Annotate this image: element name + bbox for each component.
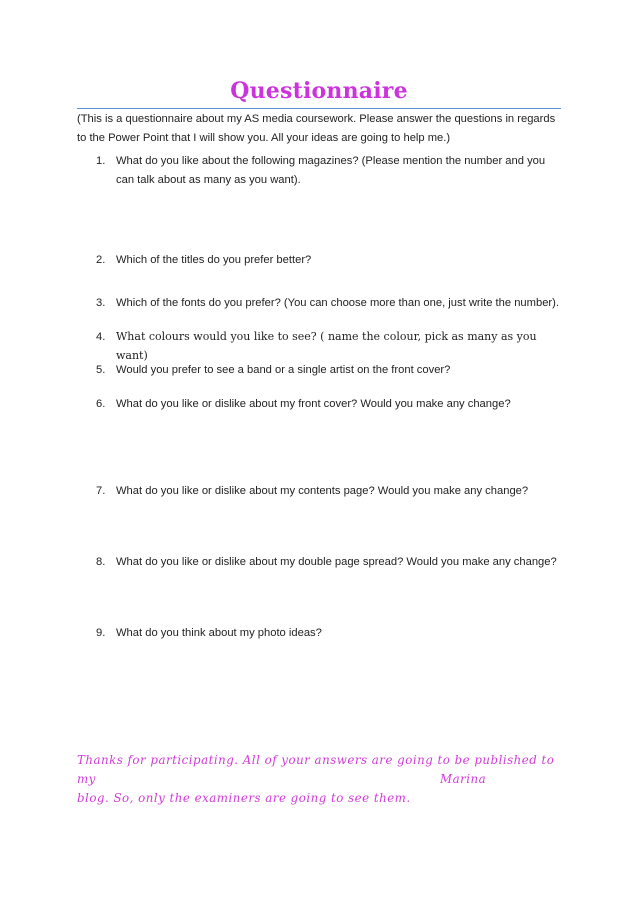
- question-item-3: [96, 294, 566, 313]
- closing-line-1: Thanks for participating. All of your answers are going to be published to my: [77, 753, 555, 786]
- question-number: 9.: [96, 627, 106, 639]
- question-item-1: [96, 152, 566, 189]
- question-text: What do you think about my photo ideas?: [116, 627, 322, 639]
- intro-paragraph: (This is a questionnaire about my AS media coursework. Please answer the questions in regards to the Power Point that I will show you. All your ideas are going to help me.): [77, 113, 556, 144]
- question-text: What colours would you like to see? ( name the colour, pick as many as you want): [116, 330, 537, 362]
- question-number: 6.: [96, 398, 106, 410]
- question-item-2: [96, 251, 566, 270]
- question-item-8: [96, 553, 566, 572]
- question-item-7: [96, 482, 566, 501]
- question-text: What do you like or dislike about my double page spread? Would you make any change?: [116, 556, 557, 568]
- question-number: 7.: [96, 485, 106, 497]
- question-number: 3.: [96, 297, 106, 309]
- question-item-5: [96, 361, 566, 380]
- question-text: Would you prefer to see a band or a single artist on the front cover?: [116, 364, 451, 376]
- question-number: 4.: [96, 331, 106, 343]
- closing-line-2: blog. So, only the examiners are going to see them.: [77, 791, 411, 805]
- question-item-4: [96, 328, 566, 365]
- question-number: 8.: [96, 556, 106, 568]
- question-text: What do you like about the following magazines? (Please mention the number and you can talk about as many as you want).: [116, 155, 546, 186]
- question-text: What do you like or dislike about my front cover? Would you make any change?: [116, 398, 511, 410]
- question-text: Which of the fonts do you prefer? (You can choose more than one, just write the number).: [116, 297, 559, 309]
- closing-note: [77, 751, 577, 808]
- question-number: 2.: [96, 254, 106, 266]
- page-title: Questionnaire: [230, 78, 408, 104]
- question-number: 1.: [96, 155, 106, 167]
- author-signature: Marina: [440, 772, 487, 786]
- question-text: Which of the titles do you prefer better?: [116, 254, 312, 266]
- question-text: What do you like or dislike about my contents page? Would you make any change?: [116, 485, 529, 497]
- question-item-6: [96, 395, 566, 414]
- question-number: 5.: [96, 364, 106, 376]
- title-underline-divider: [77, 108, 561, 109]
- question-item-9: [96, 624, 566, 643]
